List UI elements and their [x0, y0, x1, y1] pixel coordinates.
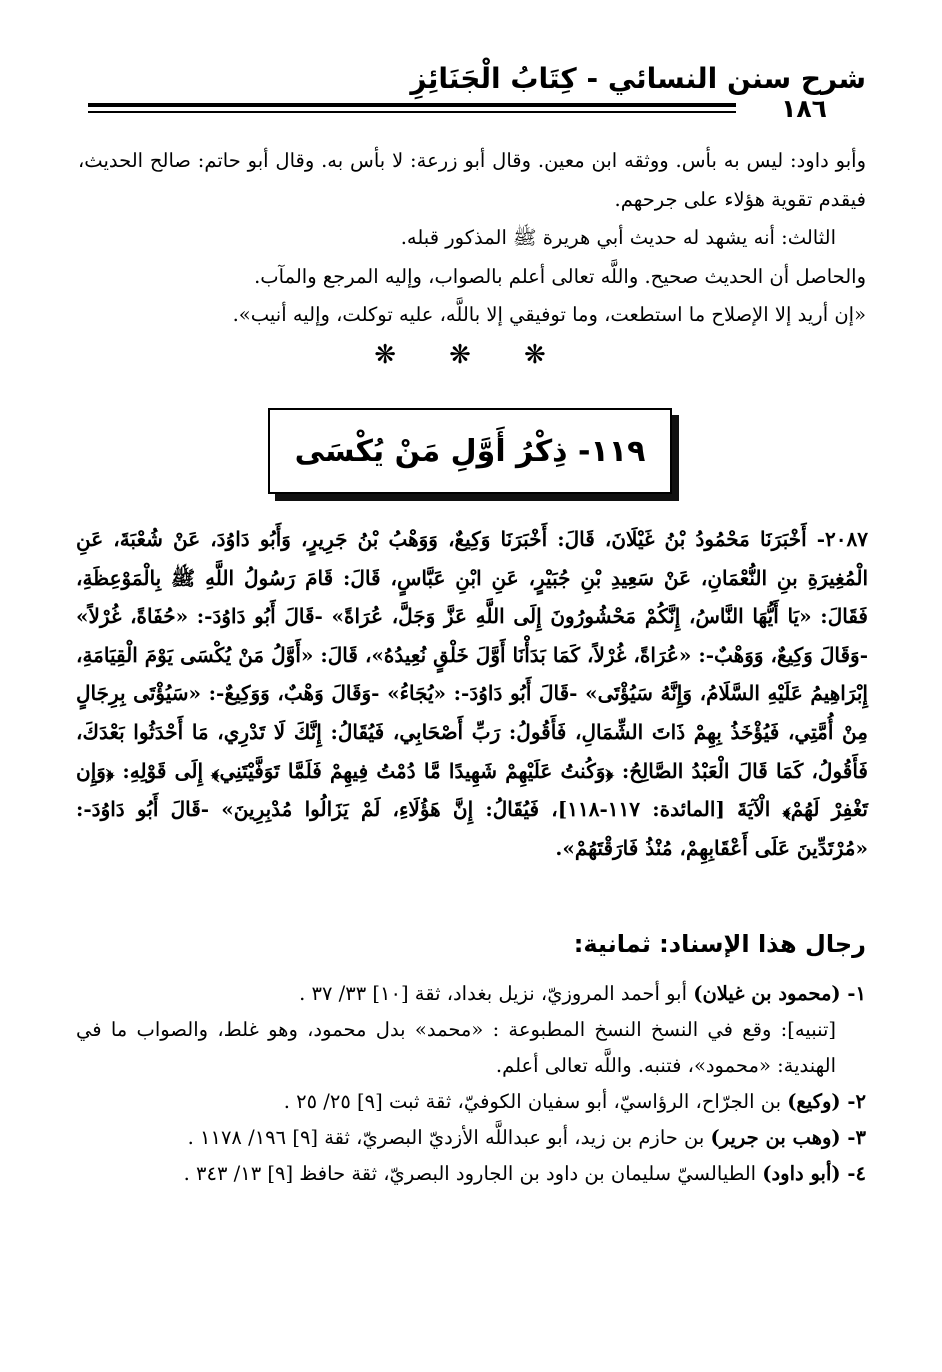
narrator-name: ٣- (وهب بن جرير): [710, 1126, 866, 1149]
narrator-name: ٢- (وكيع): [787, 1090, 866, 1113]
narrator-item: [76, 1084, 866, 1120]
hadith-text: ٢٠٨٧- أَخْبَرَنَا مَحْمُودُ بْنُ غَيْلَانَ، قَالَ: أَخْبَرَنَا وَكِيعٌ، وَوَهْبُ بْنُ جَرِيرٍ، وَأَبُو دَاوُدَ، عَنْ شُعْبَةَ، عَنِ الْمُغِيرَةِ بنِ النُّعْمَانِ، عَنْ سَعِيدِ بْنِ جُبَيْرٍ، عَنِ ابْنِ عَبَّاسٍ، قَالَ: قَامَ رَسُولُ اللَّهِ ﷺ بِالْمَوْعِظَةِ، فَقَالَ: «يَا أَيُّهَا النَّاسُ، إِنَّكُمْ مَحْشُورُونَ إِلَى اللَّهِ عَزَّ وَجَلَّ، عُرَاةً» -قَالَ أَبُو دَاوُدَ-: «حُفَاةً، غُرْلاً» -وَقَالَ وَكِيعٌ، وَوَهْبٌ-: «عُرَاةً، غُرْلاً، كَمَا بَدَأْنَا أَوَّلَ خَلْقٍ نُعِيدُهُ»، قَالَ: «أَوَّلُ مَنْ يُكْسَى يَوْمَ الْقِيَامَةِ، إِبْرَاهِيمُ عَلَيْهِ السَّلَامُ، وَإِنَّهُ سَيُؤْتَى» -قَالَ أَبُو دَاوُدَ-: «يُجَاءُ» -وَقَالَ وَهْبٌ، وَوَكِيعٌ-: «سَيُؤْتَى بِرِجَالٍ مِنْ أُمَّتِي، فَيُؤْخَذُ بِهِمْ ذَاتَ الشِّمَالِ، فَأَقُولُ: رَبِّ أَصْحَابِي، فَيُقَالُ: إِنَّكَ لَا تَدْرِي، مَا أَحْدَثُوا بَعْدَكَ، فَأَقُولُ، كَمَا قَالَ الْعَبْدُ الصَّالِحُ: ﴿وَكُنتُ عَلَيْهِمْ شَهِيدًا مَّا دُمْتُ فِيهِمْ فَلَمَّا تَوَفَّيْتَنِي﴾ إِلَى قَوْلِهِ: ﴿وَإِن تَغْفِرْ لَهُمْ﴾ الْآيَةَ [المائدة: ١١٧-١١٨]، فَيُقَالُ: إِنَّ هَؤُلَاءِ، لَمْ يَزَالُوا مُدْبِرِينَ» -قَالَ أَبُو دَاوُدَ-: «مُرْتَدِّينَ عَلَى أَعْقَابِهِمْ، مُنْذُ فَارَقْتَهُمْ».: [76, 527, 868, 860]
chapter-title: ١١٩- ذِكْرُ أَوَّلِ مَنْ يُكْسَى: [294, 433, 646, 469]
narrator-details: الطيالسيّ سليمان بن داود بن الجارود البصريّ، ثقة حافظ [٩] ١٣/ ٣٤٣ .: [183, 1162, 763, 1185]
section-divider-stars: ❋ ❋ ❋: [374, 340, 568, 370]
intro-paragraph: والحاصل أن الحديث صحيح. واللَّه تعالى أعلم بالصواب، وإليه المرجع والمآب.: [254, 264, 866, 288]
note-text: : وقع في النسخ النسخ المطبوعة : «محمد» بدل محمود، وهو غلط، والصواب ما في الهندية: «محمود»، فتنبه. واللَّه تعالى أعلم.: [76, 1018, 836, 1077]
intro-paragraph: «إن أريد إلا الإصلاح ما استطعت، وما توفيقي إلا باللَّه، عليه توكلت، وإليه أنيب».: [232, 303, 866, 326]
narrator-item: [76, 976, 866, 1012]
narrator-item: [76, 1120, 866, 1156]
narrator-details: بن الجرّاح، الرؤاسيّ، أبو سفيان الكوفيّ، ثقة ثبت [٩] ٢٥/ ٢٥ .: [283, 1090, 788, 1113]
note-label: [تنبيه]: [787, 1018, 836, 1041]
header-rule-bottom: [88, 111, 736, 113]
header-rule-top: [88, 103, 736, 107]
narrator-note: [76, 1012, 866, 1084]
narrators-heading: رجال هذا الإسناد: ثمانية:: [573, 930, 866, 958]
narrator-name: ٤- (أبو داود): [762, 1162, 866, 1185]
page-number: ١٨٦: [781, 94, 827, 123]
intro-text: [78, 142, 866, 335]
narrator-item: [76, 1156, 866, 1192]
narrator-details: أبو أحمد المروزيّ، نزيل بغداد، ثقة [١٠] ٣٣/ ٣٧ .: [299, 982, 694, 1005]
chapter-heading-box: [268, 408, 672, 494]
intro-paragraph: وأبو داود: ليس به بأس. ووثقه ابن معين. وقال أبو زرعة: لا بأس به. وقال أبو حاتم: صالح الحديث، فيقدم تقوية هؤلاء على جرحهم.: [78, 149, 866, 211]
running-title: شرح سنن النسائي - كِتَابُ الْجَنَائِزِ: [410, 62, 866, 95]
narrator-details: بن حازم بن زيد، أبو عبداللَّه الأزديّ البصريّ، ثقة [٩] ١٩٦/ ١١٧٨ .: [187, 1126, 711, 1149]
narrator-name: ١- (محمود بن غيلان): [693, 982, 866, 1005]
narrators-list: [76, 976, 866, 1192]
intro-paragraph: الثالث: أنه يشهد له حديث أبي هريرة ﷺ المذكور قبله.: [400, 226, 836, 249]
